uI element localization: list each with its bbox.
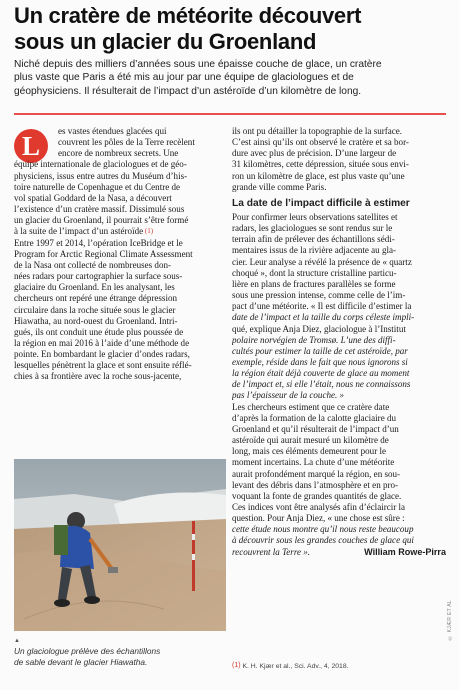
text-line: es vastes étendues glacées qui — [58, 126, 167, 136]
text-line: à la suite de l’impact d’un astéroïde (1) — [14, 226, 154, 237]
text-line: C’est ainsi qu’ils ont observé le cratère et sa bor- — [232, 137, 409, 148]
text-line: 31 kilomètres, cette dépression, située sous envi- — [232, 159, 409, 170]
text-line: radars, les glaciologues se sont rendus sur le — [232, 223, 393, 234]
text-line: nées radars pour cartographier la surface sous- — [14, 271, 183, 282]
photo-caption — [14, 636, 226, 667]
subheading: La date de l’impact difficile à estimer — [232, 197, 410, 209]
text-line: l’existence d’un cratère massif. Dissimulé sous — [14, 204, 185, 215]
text-line: question. Pour Anja Diez, « une chose est sûre : — [232, 513, 405, 524]
glaciologist-photo — [14, 459, 226, 631]
photo-credit: © KJÆR ET AL — [447, 600, 453, 641]
lead-line: Niché depuis des milliers d’années sous une épaisse couche de glace, un cratère — [14, 59, 382, 70]
section-divider — [14, 113, 446, 115]
text-line: Hiawatha, au nord-ouest du Groenland. Intri- — [14, 315, 178, 326]
text-line: physiciens, issus entre autres du Muséum d’his- — [14, 170, 188, 181]
text-line: pact d’une météorite. « Il est difficile d’estimer la — [232, 301, 412, 312]
text-line: équipe internationale de glaciologues et de géo- — [14, 159, 187, 170]
left-column — [14, 126, 227, 383]
caption-triangle-icon: ▲ — [14, 638, 20, 644]
text-line: d’après la formation de la calotte glaciaire du — [232, 412, 397, 423]
text-line: long, mais ces éléments demeurent pour le — [232, 446, 387, 457]
article-title — [14, 3, 444, 55]
text-line: ron un kilomètre de glace, est plus vaste qu’une — [232, 170, 405, 181]
text-line: à découvrir sous les grandes couches de glace qui — [232, 535, 414, 546]
text-line: recouvrent la Terre ». William Rowe-Pirra — [232, 546, 446, 557]
text-line: pointe. En bombardant le glacier d’ondes radars, — [14, 349, 190, 360]
text-line: vol spatial Goddard de la Nasa, a découvert — [14, 192, 172, 203]
footnote — [232, 662, 446, 670]
text-line: lesquelles pénètrent la glace et sont ensuite réflé- — [14, 360, 192, 371]
text-line: cultés pour estimer la taille de cet astéroïde, par — [232, 345, 408, 356]
text-line: encore de nombreux secrets. Une — [58, 148, 179, 159]
text-line: cier. Leur analyse a révélé la présence de « quartz — [232, 256, 412, 267]
text-line: Les chercheurs estiment que ce cratère date — [232, 401, 390, 412]
text-line: glaciaire du Groenland. En les analysant, les — [14, 282, 175, 293]
footnote-ref-marker: (1) — [143, 227, 154, 236]
text-line: de la Nasa ont collecté de nombreuses don- — [14, 259, 172, 270]
article-lead — [14, 58, 446, 98]
text-line: Groenland et qu’il résulterait de l’impact d’un — [232, 423, 399, 434]
text-line: Program for Arctic Regional Climate Assessment — [14, 248, 193, 259]
caption-line-2: de sable devant le glacier Hiawatha. — [14, 656, 148, 667]
text-line: qué, explique Anja Diez, glaciologue à l’Institut — [232, 323, 406, 334]
text-line: Pour confirmer leurs observations satellites et — [232, 211, 398, 222]
text-line: un glacier du Groenland, il pourrait s’être formé — [14, 215, 189, 226]
text-line: ils ont pu détailler la topographie de la surface. — [232, 126, 403, 136]
text-line: aurait profondément marqué la région, en sou- — [232, 468, 401, 479]
footnote-marker: (1) — [232, 662, 241, 669]
text-line: mentaires issus de la rivière adjacente au gla- — [232, 245, 397, 256]
text-line: Ces indices vont être analysés afin d’éclaircir la — [232, 502, 406, 512]
text-line: choqué », dont la structure cristalline particu- — [232, 267, 397, 278]
lead-line: géophysiciens. Il résulterait de l’impact d’un astéroïde d’un kilomètre de long. — [14, 85, 362, 97]
text-line: polaire norvégien de Tromsø. L’une des diffi- — [232, 334, 396, 345]
text-line: Entre 1997 et 2014, l’opération IceBridge et le — [14, 237, 183, 248]
title-line-2: sous un glacier du Groenland — [14, 29, 317, 54]
text-line: terrain afin de prélever des échantillons sédi- — [232, 234, 395, 245]
caption-line-1: ▲ Un glaciologue prélève des échantillons — [14, 636, 226, 657]
author-name: William Rowe-Pirra — [364, 546, 446, 557]
lead-line: plus vaste que Paris a été mis au jour par une équipe de glaciologues et de — [14, 72, 354, 84]
text-line: couvrent les pôles de la Terre recèlent — [58, 137, 195, 148]
text-line: cette étude nous montre qu’il nous reste beaucoup — [232, 524, 414, 535]
text-line: levant des débris dans l’atmosphère et en pro- — [232, 479, 399, 490]
text-line: astéroïde qui aurait mesuré un kilomètre de — [232, 435, 389, 446]
text-line: chies à sa frontière avec la roche sous-jacente, — [14, 371, 182, 382]
text-line: circulaire dans la roche située sous le glacier — [14, 304, 176, 315]
text-line: toire naturelle de Copenhague et du Centre de — [14, 181, 181, 192]
text-line: chercheurs ont repéré une étrange dépression — [14, 293, 178, 304]
text-line: pas l’épaisseur de la couche. » — [232, 390, 345, 401]
drop-cap: L — [14, 129, 48, 163]
text-line: de l’impact et, si elle l’était, nous ne connaissons — [232, 379, 411, 390]
text-line: date de l’impact et la taille du corps céleste impli- — [232, 312, 415, 323]
text-line: la région était déjà couverte de glace au moment — [232, 368, 410, 379]
text-line: moment incertains. La chute d’une météorite — [232, 457, 395, 468]
text-line: la région en mai 2016 à l’aide d’une méthode de — [14, 337, 190, 348]
right-column — [232, 126, 446, 558]
text-line: sous une pression intense, comme celle de l’im- — [232, 290, 406, 301]
title-line-1: Un cratère de météorite découvert — [14, 3, 362, 28]
text-line: dure avec plus de précision. D’une largeur de — [232, 148, 397, 159]
text-line: lière en plans de fractures parallèles se forme — [232, 278, 396, 289]
text-line: voquant la fonte de grandes quantités de glace. — [232, 490, 402, 501]
footnote-text: K. H. Kjær et al., Sci. Adv., 4, 2018. — [242, 663, 349, 670]
text-line: exemple, réside dans le fait que nous ignorons si — [232, 356, 408, 367]
text-line: grande ville comme Paris. — [232, 181, 327, 192]
text-line: gués, ils ont conduit une étude plus poussée de — [14, 326, 184, 337]
